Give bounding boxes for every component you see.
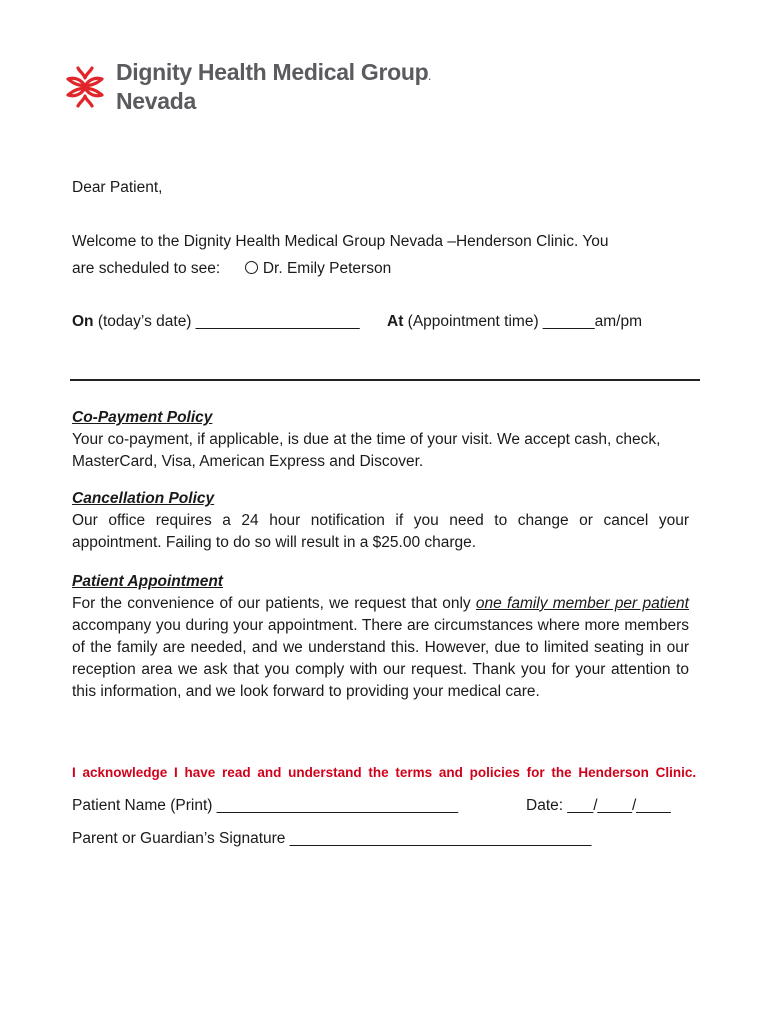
time-field[interactable]: (Appointment time) ______am/pm bbox=[407, 313, 643, 330]
doctor-name: Dr. Emily Peterson bbox=[262, 260, 392, 277]
copay-section bbox=[72, 407, 689, 473]
guardian-signature-field[interactable]: Parent or Guardian’s Signature ___________________________________ bbox=[72, 830, 592, 847]
on-label: On bbox=[72, 313, 94, 330]
patient-name-field[interactable]: Patient Name (Print) ____________________________ bbox=[72, 797, 459, 814]
logo-trademark: . bbox=[428, 72, 431, 82]
dignity-health-logo-icon bbox=[60, 62, 110, 112]
scheduled-prefix: are scheduled to see: bbox=[72, 260, 221, 277]
appointment-heading: Patient Appointment bbox=[72, 573, 223, 590]
cancellation-section bbox=[72, 488, 689, 554]
at-label: At bbox=[387, 313, 404, 330]
greeting: Dear Patient, bbox=[72, 179, 163, 196]
appointment-text-emphasis: one family member per patient bbox=[475, 595, 689, 612]
logo-name-line1: Dignity Health Medical Group bbox=[116, 59, 429, 85]
date-line bbox=[72, 311, 360, 333]
copay-text: Your co-payment, if applicable, is due at the time of your visit. We accept cash, check, MasterCard, Visa, American Express and Discover. bbox=[72, 431, 661, 470]
acknowledgement-statement: I acknowledge I have read and understand the terms and policies for the Henderson Clinic. bbox=[72, 765, 697, 780]
date-signed-field[interactable]: Date: ___/____/____ bbox=[526, 797, 671, 814]
time-line bbox=[387, 311, 642, 333]
copay-heading: Co-Payment Policy bbox=[72, 409, 213, 426]
cancellation-text: Our office requires a 24 hour notification if you need to change or cancel your appointment. Failing to do so will result in a $25.00 charge. bbox=[72, 512, 689, 551]
date-field[interactable]: (today’s date) ___________________ bbox=[97, 313, 360, 330]
cancellation-heading: Cancellation Policy bbox=[72, 490, 215, 507]
appointment-section bbox=[72, 571, 689, 703]
doctor-option[interactable] bbox=[245, 260, 391, 277]
welcome-line-1: Welcome to the Dignity Health Medical Group Nevada –Henderson Clinic. You bbox=[72, 233, 609, 250]
welcome-line-2 bbox=[72, 258, 391, 280]
logo-name-line2: Nevada bbox=[116, 88, 197, 114]
appointment-text-end: accompany you during your appointment. There are circumstances where more members of the family are needed, and we understand this. However, due to limited seating in our reception area we ask that you comply with our request. Thank you for your attention to this information, and we look forward to providing your medical care. bbox=[72, 617, 689, 700]
appointment-text-start: For the convenience of our patients, we request that only bbox=[72, 595, 476, 612]
divider bbox=[70, 379, 700, 381]
appointment-text bbox=[72, 593, 689, 703]
doctor-radio-button[interactable] bbox=[245, 261, 258, 274]
